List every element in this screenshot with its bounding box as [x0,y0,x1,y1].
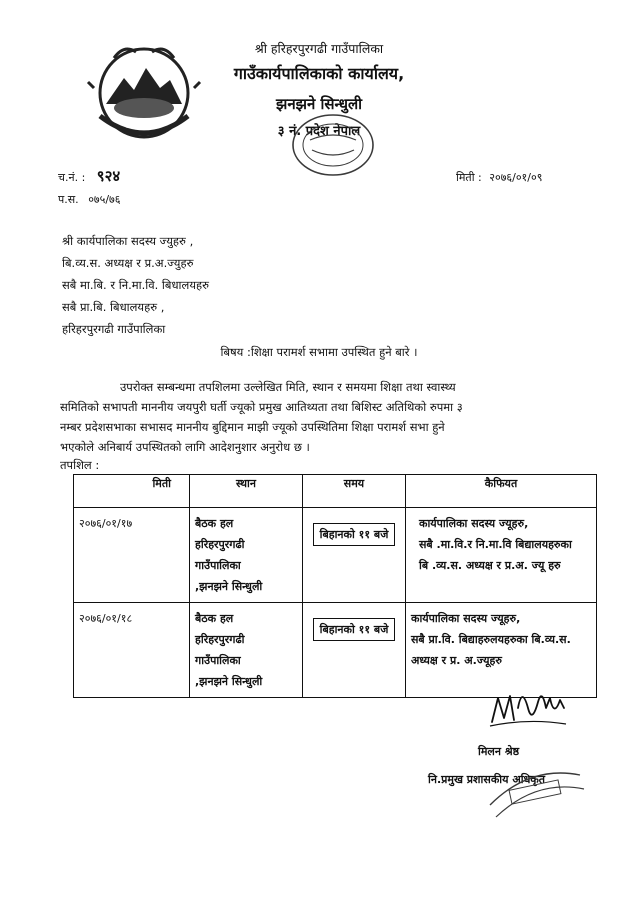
letter-subject: बिषय :शिक्षा परामर्श सभामा उपस्थित हुने बारे । [220,345,418,359]
remarks-line: कार्यपालिका सदस्य ज्यूहरु, [419,517,529,530]
place-line: हरिहरपुरगढी [195,538,245,551]
header-time: समय [303,475,406,508]
ref-label: च.नं. : [58,171,86,184]
reference-number [58,166,120,186]
row-time: बिहानको ११ बजे [313,618,396,641]
ref-value: ९२४ [96,167,121,185]
place-line: बैठक हल [195,612,234,625]
row-place-cell [190,508,303,603]
place-line: ,झनझने सिन्धुली [195,675,263,688]
remarks-line: सबै प्रा.वि. बिद्याहरुलयहरुका बि.व्य.स. [411,633,571,646]
fy-label: प.स. [58,193,79,206]
fy-value: ०७५/७६ [88,193,121,206]
remarks-line: सबै .मा.वि.र नि.मा.वि बिद्यालयहरुका [419,538,572,551]
row-time-cell [303,603,406,698]
header-remarks: कैफियत [406,475,597,508]
letterhead-line-1: श्री हरिहरपुरगढी गाउँपालिका [254,41,384,56]
letterhead-province: ३ नं. प्रदेश नेपाल [277,124,361,139]
place-line: हरिहरपुरगढी [195,633,245,646]
place-line: ,झनझने सिन्धुली [195,580,263,593]
table-row [74,508,597,603]
officer-stamp-icon [480,755,590,825]
place-line: गाउँपालिका [195,654,241,667]
remarks-line: बि .व्य.स. अध्यक्ष र प्र.अ. ज्यू हरु [419,559,561,572]
signatory-designation: नि.प्रमुख प्रशासकीय अधिकृत [428,773,546,786]
fiscal-year [58,192,121,207]
addressee-line: सबै प्रा.बि. बिधालयहरु , [62,300,165,314]
body-line: भएकोले अनिबार्य उपस्थितको लागि आदेशनुशार अनुरोध छ । [60,440,310,454]
remarks-line: कार्यपालिका सदस्य ज्यूहरु, [411,612,521,625]
body-line: समितिको सभापती माननीय जयपुरी घर्ती ज्यूको प्रमुख आतिथ्यता तथा बिशिस्ट अतिथिको रुपमा ३ [60,400,463,414]
row-time-cell [303,508,406,603]
addressee-line: बि.व्य.स. अध्यक्ष र प्र.अ.ज्युहरु [62,256,194,270]
office-stamp-icon [288,110,378,180]
row-date-cell [74,603,190,698]
body-line: नम्बर प्रदेशसभाका सभासद माननीय बुद्दिमान माझी ज्यूको उपस्थितिमा शिक्षा परामर्श सभा हुने [60,420,445,434]
row-date-cell [74,508,190,603]
addressee-line: सबै मा.बि. र नि.मा.वि. बिधालयहरु [62,278,209,292]
row-place-cell [190,603,303,698]
addressee-line: श्री कार्यपालिका सदस्य ज्युहरु , [62,234,194,248]
letterhead-location: झनझने सिन्धुली [275,95,362,113]
signatory-name: मिलन श्रेष्ठ [478,745,520,758]
letterhead-office: गाउँकार्यपालिकाको कार्यालय, [233,64,405,83]
row-remarks-cell [406,508,597,603]
signature-icon [488,678,568,732]
tapsil-label: तपशिल : [60,458,100,472]
schedule-table [73,474,597,698]
letter-date [456,170,542,185]
header-date: मिती [74,475,190,508]
body-line: उपरोक्त सम्बन्धमा तपशिलमा उल्लेखित मिति, स्थान र समयमा शिक्षा तथा स्वास्थ्य [120,380,456,394]
place-line: बैठक हल [195,517,234,530]
addressee-line: हरिहरपुरगढी गाउँपालिका [62,322,166,336]
remarks-line: अध्यक्ष र प्र. अ.ज्यूहरु [411,654,502,667]
row-date: २०७६/०१/१७ [79,517,133,530]
header-place: स्थान [190,475,303,508]
place-line: गाउँपालिका [195,559,241,572]
row-time: बिहानको ११ बजे [313,523,396,546]
date-label: मिती : [456,171,482,184]
row-date: २०७६/०१/१८ [79,612,133,625]
date-value: २०७६/०१/०९ [489,171,543,184]
table-header-row [74,475,597,508]
